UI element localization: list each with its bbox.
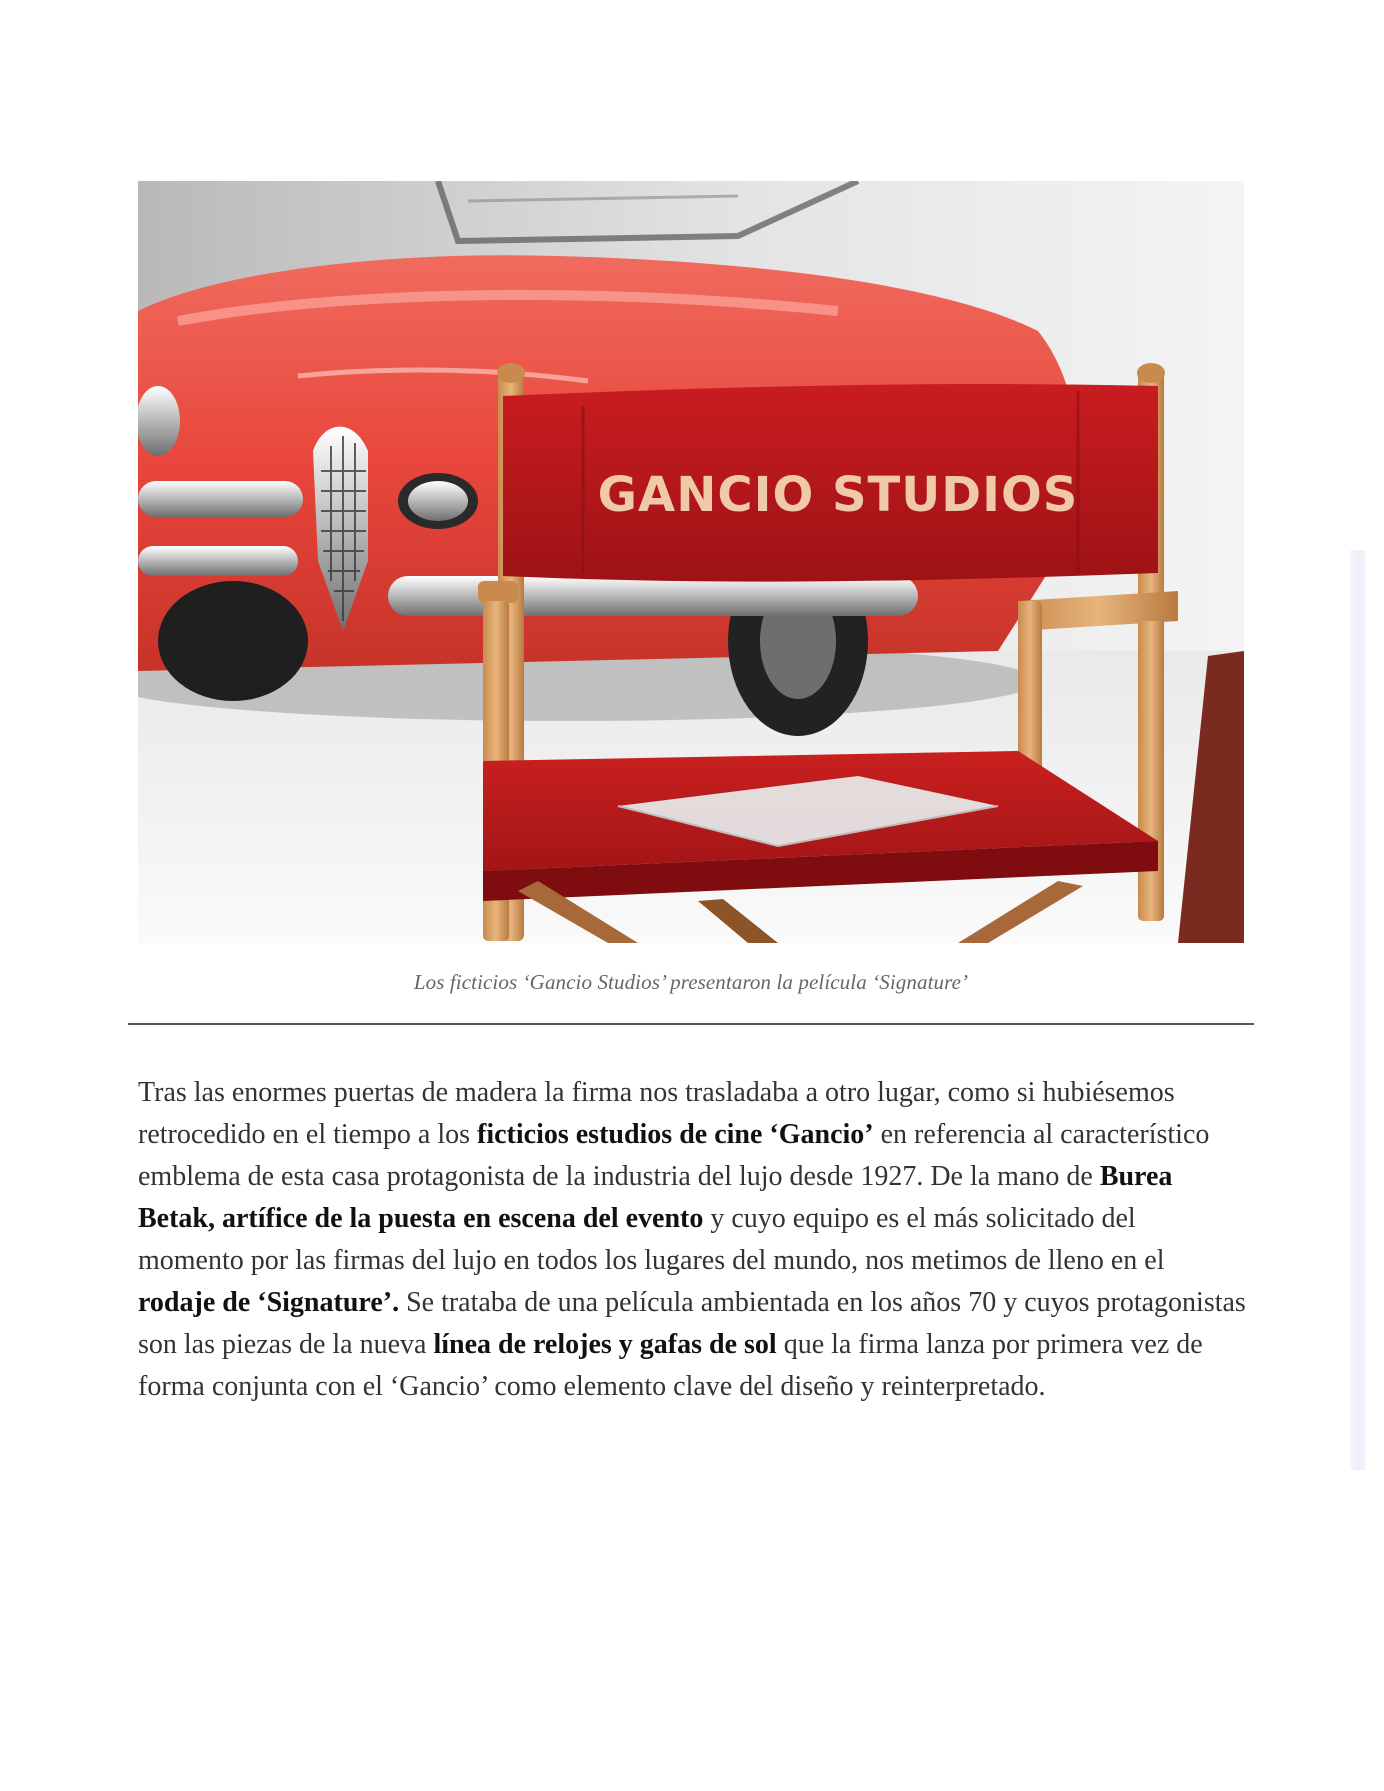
- scrollbar-track: [1350, 550, 1366, 1470]
- chair-text: GANCIO STUDIOS: [597, 467, 1079, 523]
- text-segment: en referencia al característico emblema de esta casa protagonista de la industria del lujo desde 1927. De la mano de: [138, 1119, 1210, 1192]
- bold-phrase-linea: línea de relojes y gafas de sol: [433, 1329, 777, 1360]
- text-segment: Se trataba de una película ambientada en los años 70 y cuyos protagonistas son las piezas de la nueva: [138, 1287, 1246, 1360]
- bold-phrase-rodaje: rodaje de ‘Signature’.: [138, 1287, 400, 1318]
- photo-illustration: [138, 181, 1244, 943]
- bold-phrase-estudios: ficticios estudios de cine ‘Gancio’: [477, 1119, 874, 1150]
- text-segment: y cuyo equipo es el más solicitado del momento por las firmas del lujo en todos los lugares del mundo, nos metimos de lleno en el: [138, 1203, 1165, 1276]
- article-photo: [138, 181, 1244, 943]
- text-segment: que la firma lanza por primera vez de forma conjunta con el ‘Gancio’ como elemento clave del diseño y reinterpretado.: [138, 1329, 1203, 1402]
- caption-divider: [128, 1023, 1254, 1025]
- text-segment: Tras las enormes puertas de madera la firma nos trasladaba a otro lugar, como si hubiésemos retrocedido en el tiempo a los: [138, 1077, 1175, 1150]
- article-paragraph: [138, 1072, 1248, 1408]
- figure-caption: Los ficticios ‘Gancio Studios’ presentaron la película ‘Signature’: [413, 970, 969, 994]
- bold-phrase-betak: Burea Betak, artífice de la puesta en escena del evento: [138, 1161, 1173, 1234]
